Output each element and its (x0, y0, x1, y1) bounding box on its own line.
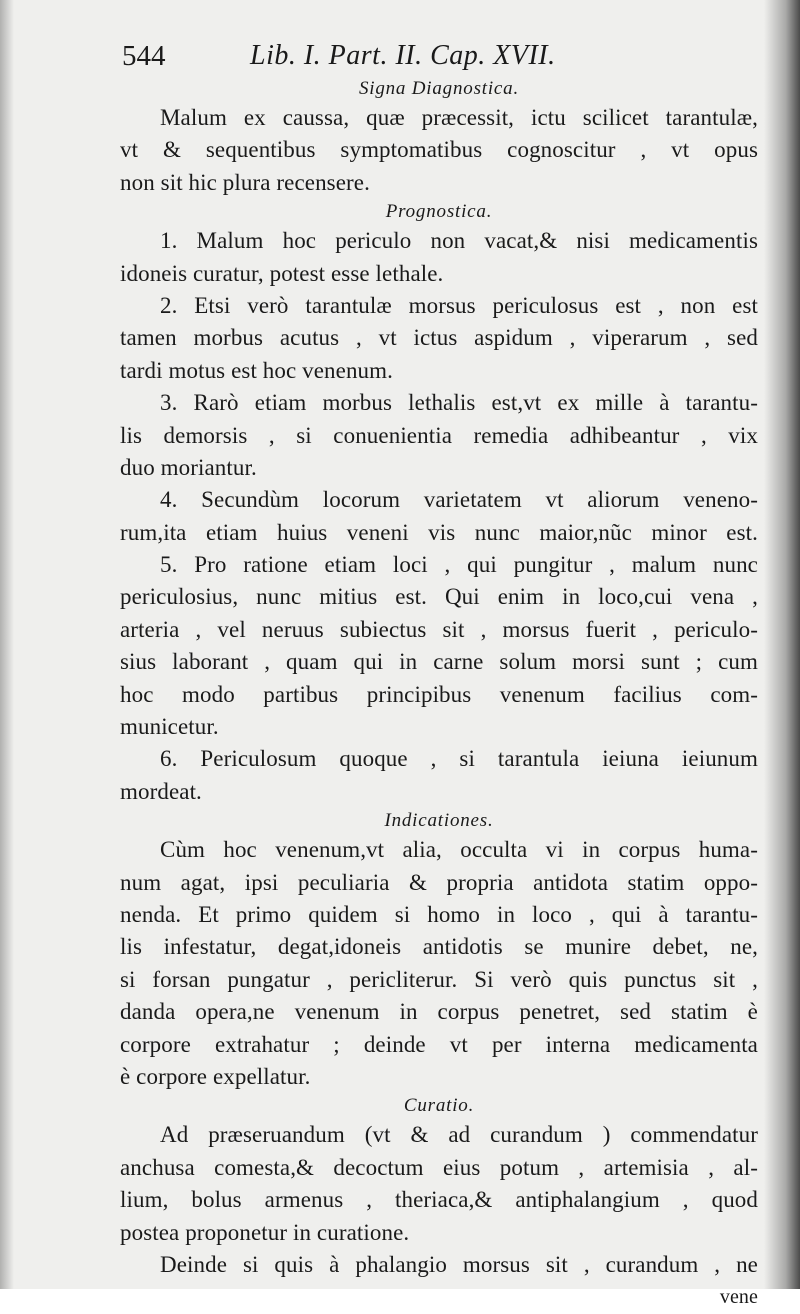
text-line: Cùm hoc venenum,vt alia, occulta vi in corpus huma- (160, 837, 758, 863)
text-line: num agat, ipsi peculiaria & propria antidota statim oppo- (120, 869, 758, 895)
text-line: periculosius, nunc mitius est. Qui enim in loco,cui vena , (120, 584, 758, 610)
text-line: Deinde si quis à phalangio morsus sit , curandum , ne (160, 1251, 758, 1277)
catchword: vene (719, 1286, 758, 1309)
text-line: corpore extrahatur ; deinde vt per interna medicamenta (120, 1031, 758, 1057)
running-head (120, 40, 758, 76)
text-line: si forsan pungatur , pericliterur. Si verò quis punctus sit , (120, 966, 758, 992)
text-line: 2. Etsi verò tarantulæ morsus periculosus est , non est (160, 292, 758, 318)
text-line: 3. Rarò etiam morbus lethalis est,vt ex mille à tarantu- (160, 390, 758, 416)
text-line: hoc modo partibus principibus venenum facilius com- (120, 681, 758, 707)
text-line: Malum ex caussa, quæ præcessit, ictu scilicet tarantulæ, (160, 105, 758, 130)
text-line: lium, bolus armenus , theriaca,& antiphalangium , quod (120, 1187, 758, 1213)
text-line: 1. Malum hoc periculo non vacat,& nisi medicamentis (160, 228, 758, 254)
text-line: postea proponetur in curatione. (120, 1219, 410, 1245)
text-line: 6. Periculosum quoque , si tarantula ieiuna ieiunum (160, 746, 758, 772)
text-line: tamen morbus acutus , vt ictus aspidum , viperarum , sed (120, 325, 758, 351)
text-line: municetur. (120, 714, 219, 740)
text-line: Ad præseruandum (vt & ad curandum ) commendatur (160, 1122, 758, 1148)
section-heading-indicationes: Indicationes. (384, 810, 494, 832)
chapter-title: Lib. I. Part. II. Cap. XVII. (250, 40, 556, 71)
text-line: vt & sequentibus symptomatibus cognoscitur , vt opus (120, 137, 758, 163)
text-line: lis infestatur, degat,idoneis antidotis se munire debet, ne, (120, 934, 758, 960)
text-line: mordeat. (120, 778, 202, 804)
text-line: lis demorsis , si conuenientia remedia adhibeantur , vix (120, 422, 758, 448)
text-line: tardi motus est hoc venenum. (120, 357, 393, 383)
text-line: danda opera,ne venenum in corpus penetret, sed statim è (120, 999, 758, 1025)
text-line: duo moriantur. (120, 454, 257, 480)
section-heading-prognostica: Prognostica. (385, 201, 493, 223)
text-line: idoneis curatur, potest esse lethale. (120, 260, 444, 286)
text-line: 5. Pro ratione etiam loci , qui pungitur , malum nunc (160, 552, 758, 578)
text-line: anchusa comesta,& decoctum eius potum , artemisia , al- (120, 1154, 758, 1180)
text-line: sius laborant , quam qui in carne solum morsi sunt ; cum (120, 649, 758, 675)
text-line: nenda. Et primo quidem si homo in loco , qui à tarantu- (120, 901, 758, 927)
page-gutter-shadow (764, 0, 800, 1289)
section-heading-signa: Signa Diagnostica. (358, 78, 520, 99)
section-heading-curatio: Curatio. (403, 1095, 475, 1117)
text-line: non sit hic plura recensere. (120, 169, 370, 195)
text-line: 4. Secundùm locorum varietatem vt aliorum veneno- (160, 487, 758, 513)
page-left-edge-shadow (0, 0, 14, 1289)
text-line: è corpore expellatur. (120, 1063, 311, 1089)
page-number: 544 (122, 40, 166, 72)
text-line: rum,ita etiam huius veneni vis nunc maior,nũc minor est. (120, 519, 758, 545)
text-block (120, 40, 758, 1314)
text-line: arteria , vel neruus subiectus sit , morsus fuerit , periculo- (120, 616, 758, 642)
